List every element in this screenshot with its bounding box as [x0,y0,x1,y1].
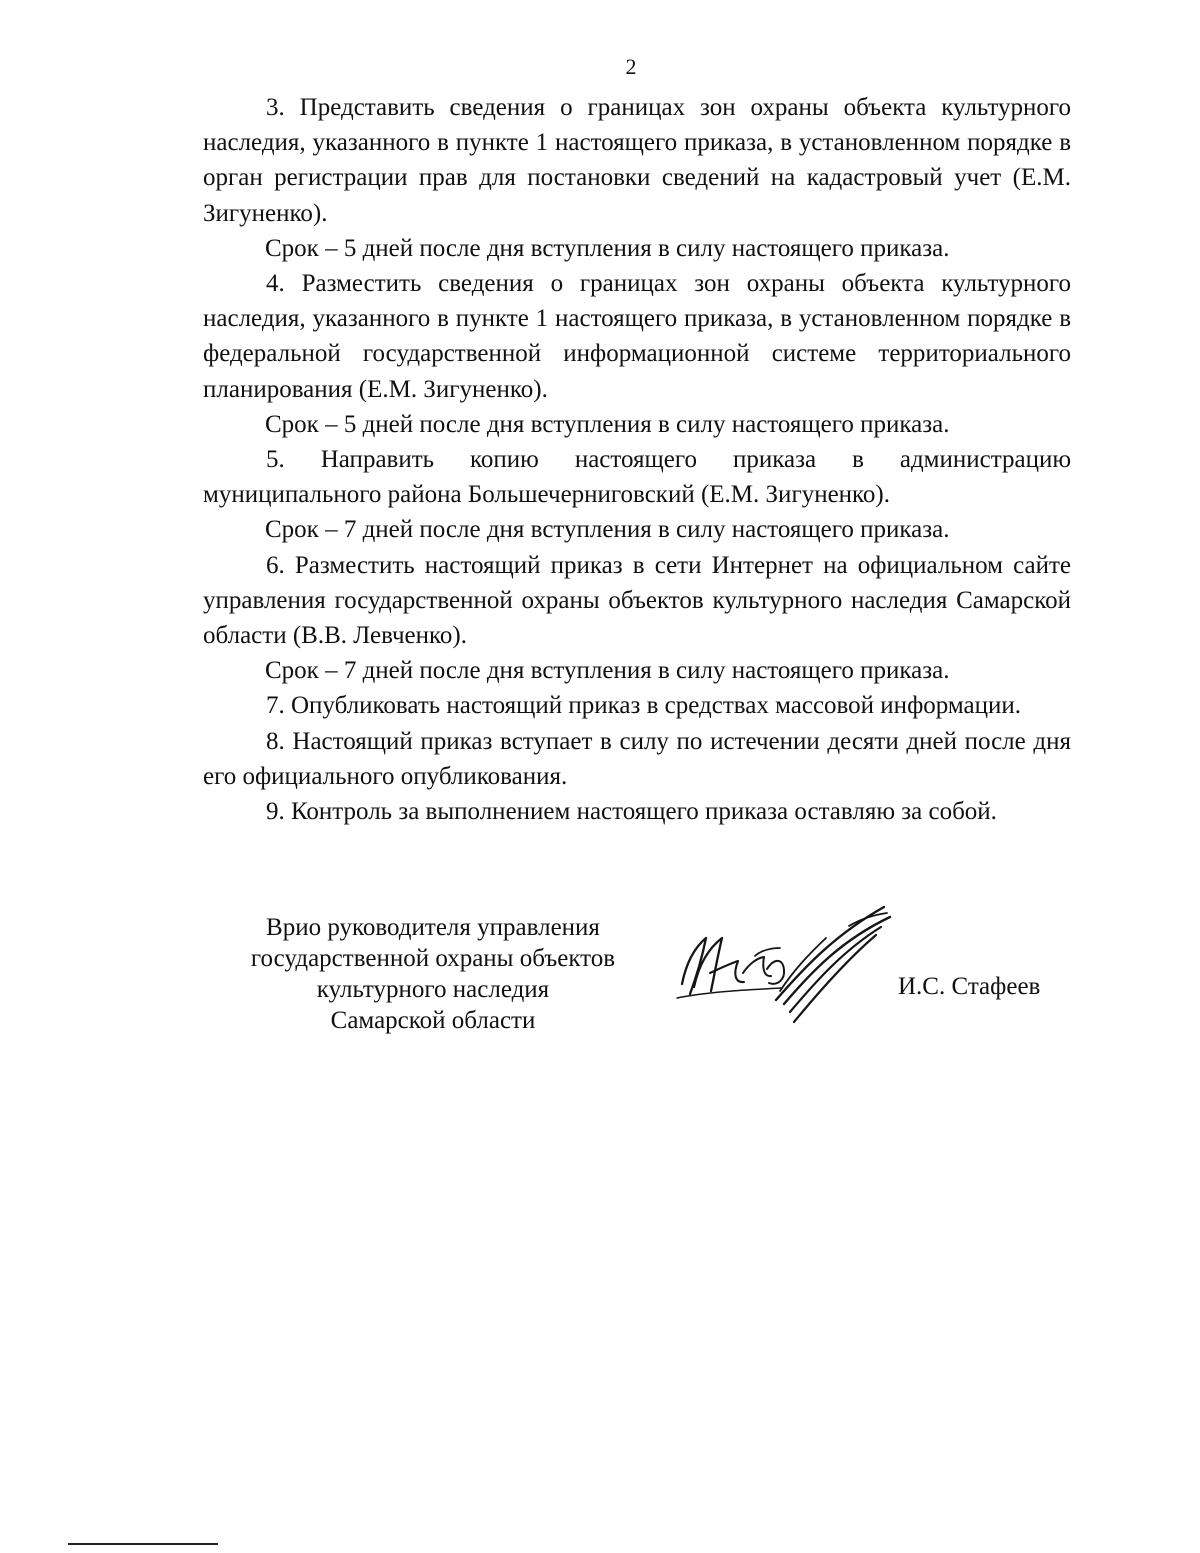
footer-rule [68,1543,218,1545]
page-number: 2 [625,54,637,79]
deadline-item-5: Срок – 7 дней после дня вступления в силу настоящего приказа. [265,516,950,544]
paragraph-item-9: 9. Контроль за выполнением настоящего приказа оставляю за собой. [266,798,997,826]
paragraph-item-6: 6. Разместить настоящий приказ в сети Интернет на официальном сайте управления государственной охраны объектов культурного наследия Самарской области (В.В. Левченко). [203,551,1071,650]
deadline-item-6: Срок – 7 дней после дня вступления в силу настоящего приказа. [265,657,950,685]
paragraph-item-5: 5. Направить копию настоящего приказа в администрацию муниципального района Большечерниговский (Е.М. Зигуненко). [203,446,1071,509]
signer-position-line: культурного наследия [316,976,550,1003]
signer-position-line: Врио руководителя управления [266,914,600,941]
paragraph-item-7: 7. Опубликовать настоящий приказ в средствах массовой информации. [266,692,1022,720]
signer-name: И.С. Стафеев [898,973,1041,1000]
signer-position [228,912,638,1036]
signer-position-line: Самарской области [330,1007,536,1034]
paragraph-item-4: 4. Разместить сведения о границах зон охраны объекта культурного наследия, указанного в пункте 1 настоящего приказа, в установленном порядке в федеральной государственной информационной системе территориального планирования (Е.М. Зигуненко). [203,270,1071,403]
paragraph-item-8: 8. Настоящий приказ вступает в силу по истечении десяти дней после дня его официального опубликования. [203,727,1071,790]
signer-position-line: государственной охраны объектов [250,945,616,972]
deadline-item-4: Срок – 5 дней после дня вступления в силу настоящего приказа. [265,410,950,438]
deadline-item-3: Срок – 5 дней после дня вступления в силу настоящего приказа. [265,234,950,262]
handwritten-signature [668,900,898,1030]
paragraph-item-3: 3. Представить сведения о границах зон охраны объекта культурного наследия, указанного в пункте 1 настоящего приказа, в установленном порядке в орган регистрации прав для постановки сведений на кадастровый учет (Е.М. Зигуненко). [203,94,1071,227]
document-body [203,90,1071,829]
